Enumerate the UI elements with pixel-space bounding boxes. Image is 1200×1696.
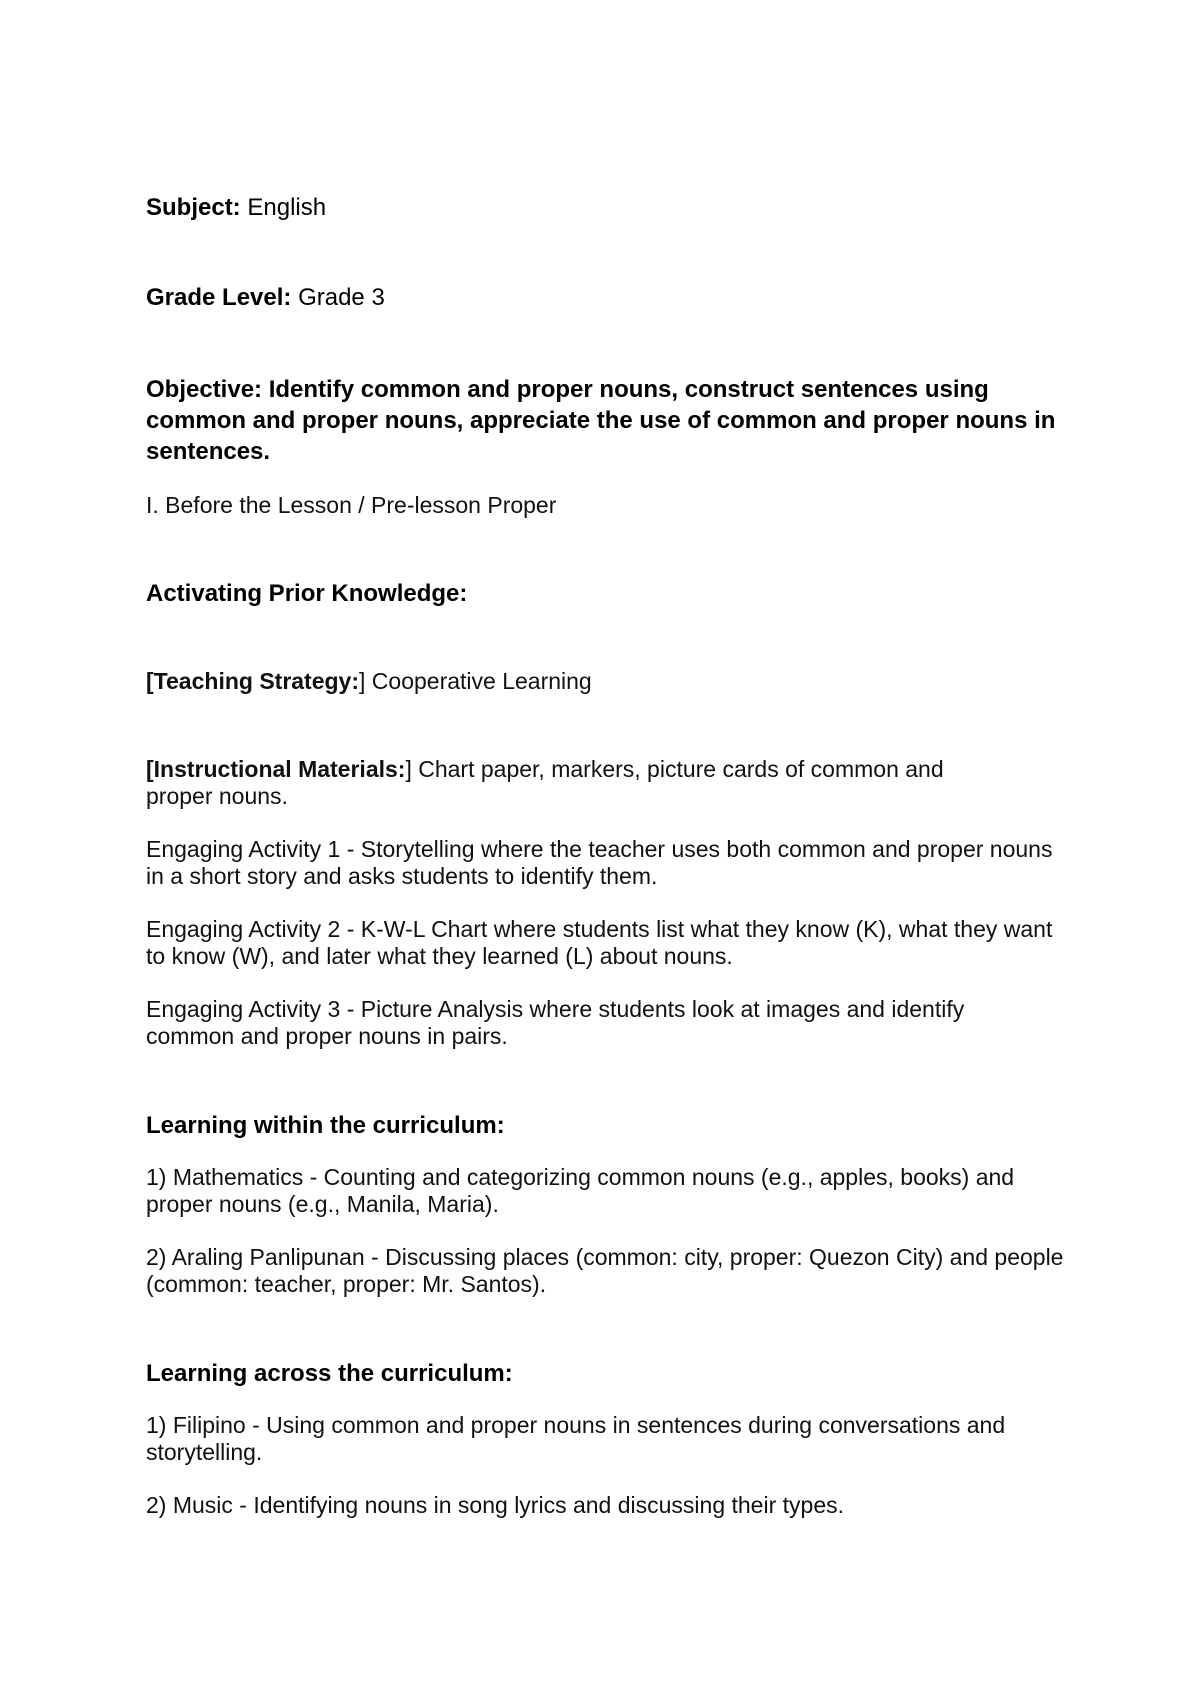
- grade-level-line: [146, 284, 1076, 312]
- instructional-materials-close-bracket: ]: [405, 756, 412, 782]
- teaching-strategy-value: Cooperative Learning: [371, 668, 592, 694]
- grade-level-label: Grade Level:: [146, 284, 292, 311]
- learning-within-heading: Learning within the curriculum:: [146, 1112, 505, 1139]
- learning-within-item-2: 2) Araling Panlipunan - Discussing places (common: city, proper: Quezon City) and people (common: teacher, proper: Mr. Santos).: [146, 1244, 1064, 1297]
- engaging-activity-2: Engaging Activity 2 - K-W-L Chart where students list what they know (K), what they want to know (W), and later what they learned (L) about nouns.: [146, 916, 1053, 969]
- learning-within-item-1: 1) Mathematics - Counting and categorizing common nouns (e.g., apples, books) and proper nouns (e.g., Manila, Maria).: [146, 1164, 1015, 1217]
- teaching-strategy-line: [146, 668, 1076, 695]
- engaging-activity-3: Engaging Activity 3 - Picture Analysis where students look at images and identify common and proper nouns in pairs.: [146, 996, 965, 1049]
- teaching-strategy-close-bracket: ]: [359, 668, 366, 694]
- instructional-materials-open-bracket: [: [146, 756, 154, 782]
- instructional-materials-value: Chart paper, markers, picture cards of common and proper nouns.: [146, 756, 944, 809]
- instructional-materials-paragraph: [146, 756, 1006, 810]
- subject-value: English: [247, 194, 327, 221]
- learning-across-heading: Learning across the curriculum:: [146, 1360, 513, 1387]
- teaching-strategy-label: Teaching Strategy:: [153, 668, 360, 694]
- subject-label: Subject:: [146, 194, 241, 221]
- learning-across-item-1: 1) Filipino - Using common and proper nouns in sentences during conversations and storytelling.: [146, 1412, 1006, 1465]
- instructional-materials-label: Instructional Materials:: [153, 756, 406, 782]
- activating-prior-knowledge-heading: Activating Prior Knowledge:: [146, 580, 468, 607]
- learning-across-item-2: 2) Music - Identifying nouns in song lyrics and discussing their types.: [146, 1492, 844, 1518]
- grade-level-value: Grade 3: [298, 284, 385, 311]
- engaging-activity-1: Engaging Activity 1 - Storytelling where the teacher uses both common and proper nouns in a short story and asks students to identify them.: [146, 836, 1053, 889]
- teaching-strategy-open-bracket: [: [146, 668, 154, 694]
- objective-label: Objective:: [146, 376, 263, 403]
- objective-paragraph: [146, 374, 1066, 467]
- objective-text: Identify common and proper nouns, construct sentences using common and proper nouns, appreciate the use of common and proper nouns in sentences.: [146, 376, 1056, 465]
- section-title: I. Before the Lesson / Pre-lesson Proper: [146, 492, 557, 518]
- subject-line: [146, 194, 1076, 222]
